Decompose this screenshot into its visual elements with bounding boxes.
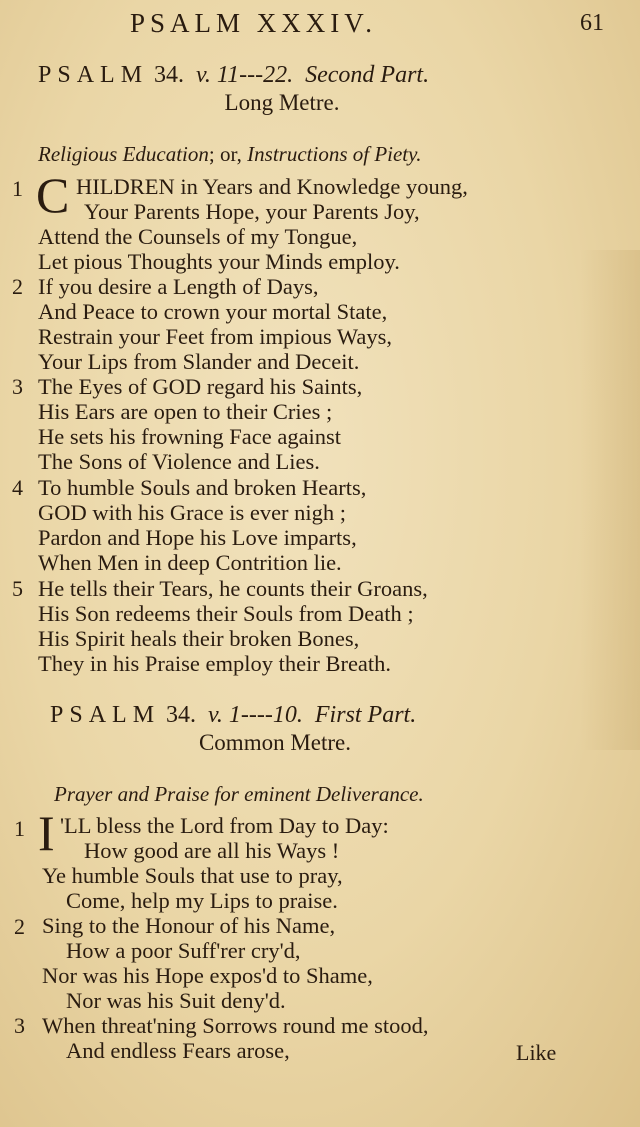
verse-line: Come, help my Lips to praise. [66, 888, 338, 913]
section-subtitle [38, 142, 422, 167]
verse-line: His Ears are open to their Cries ; [38, 399, 333, 424]
verse-number: 1 [14, 816, 25, 841]
verse-line: How a poor Suff'rer cry'd, [66, 938, 301, 963]
page-number: 61 [580, 10, 604, 36]
verse-number: 3 [14, 1013, 25, 1038]
verse-line: He sets his frowning Face against [38, 424, 342, 449]
section-title [38, 62, 429, 89]
title-number: 34. [166, 702, 197, 728]
verse-line: When threat'ning Sorrows round me stood, [42, 1013, 429, 1038]
title-number: 34. [154, 62, 185, 88]
verse-line: Pardon and Hope his Love imparts, [38, 525, 357, 550]
title-verses: v. 11---22. [196, 62, 294, 88]
subtitle-part-b: ; or, [208, 142, 242, 166]
catchword: Like [516, 1040, 557, 1065]
title-verses: v. 1----10. [208, 702, 303, 728]
title-psalm: PSALM [38, 62, 149, 88]
verse-number: 4 [12, 475, 23, 500]
verse-line: Sing to the Honour of his Name, [42, 913, 336, 938]
verse-line: Ye humble Souls that use to pray, [42, 863, 343, 888]
verse-number: 3 [12, 374, 23, 399]
verse-line: If you desire a Length of Days, [38, 274, 319, 299]
verse-line: Restrain your Feet from impious Ways, [38, 324, 392, 349]
metre-label: Long Metre. [224, 90, 340, 115]
running-title: PSALM XXXIV. [130, 8, 378, 38]
verse-line: Let pious Thoughts your Minds employ. [38, 249, 400, 274]
page-shading [580, 250, 640, 750]
title-part: First Part. [314, 702, 417, 728]
verse-line: 'LL bless the Lord from Day to Day: [60, 813, 389, 838]
verse-line: Your Lips from Slander and Deceit. [38, 349, 360, 374]
verse-line: Nor was his Hope expos'd to Shame, [42, 963, 373, 988]
verse-line: How good are all his Ways ! [84, 838, 340, 863]
verse-line: The Sons of Violence and Lies. [38, 449, 320, 474]
title-part: Second Part. [305, 62, 430, 88]
drop-capital: I [38, 805, 55, 861]
verse-line: Nor was his Suit deny'd. [66, 988, 286, 1013]
verse-line: HILDREN in Years and Knowledge young, [76, 174, 468, 199]
verse-number: 1 [12, 176, 23, 201]
verse-line: To humble Souls and broken Hearts, [38, 475, 367, 500]
verse-line: His Son redeems their Souls from Death ; [38, 601, 414, 626]
verse-line: He tells their Tears, he counts their Groans, [38, 576, 428, 601]
title-psalm: PSALM [50, 702, 161, 728]
verse-number: 2 [14, 914, 25, 939]
subtitle-part-c: Instructions of Piety. [247, 142, 422, 166]
drop-capital: C [36, 167, 70, 223]
verse-line: The Eyes of GOD regard his Saints, [38, 374, 363, 399]
verse-line: And endless Fears arose, [66, 1038, 290, 1063]
metre-label: Common Metre. [198, 730, 352, 755]
section-subtitle: Prayer and Praise for eminent Deliverance. [54, 782, 424, 806]
verse-line: When Men in deep Contrition lie. [38, 550, 342, 575]
verse-line: And Peace to crown your mortal State, [38, 299, 388, 324]
section-title [50, 702, 416, 729]
verse-line: They in his Praise employ their Breath. [38, 651, 392, 676]
verse-number: 5 [12, 576, 23, 601]
verse-line: Your Parents Hope, your Parents Joy, [84, 199, 420, 224]
verse-line: His Spirit heals their broken Bones, [38, 626, 360, 651]
verse-line: GOD with his Grace is ever nigh ; [38, 500, 347, 525]
verse-number: 2 [12, 274, 23, 299]
verse-line: Attend the Counsels of my Tongue, [38, 224, 358, 249]
subtitle-part-a: Religious Education [38, 142, 209, 166]
